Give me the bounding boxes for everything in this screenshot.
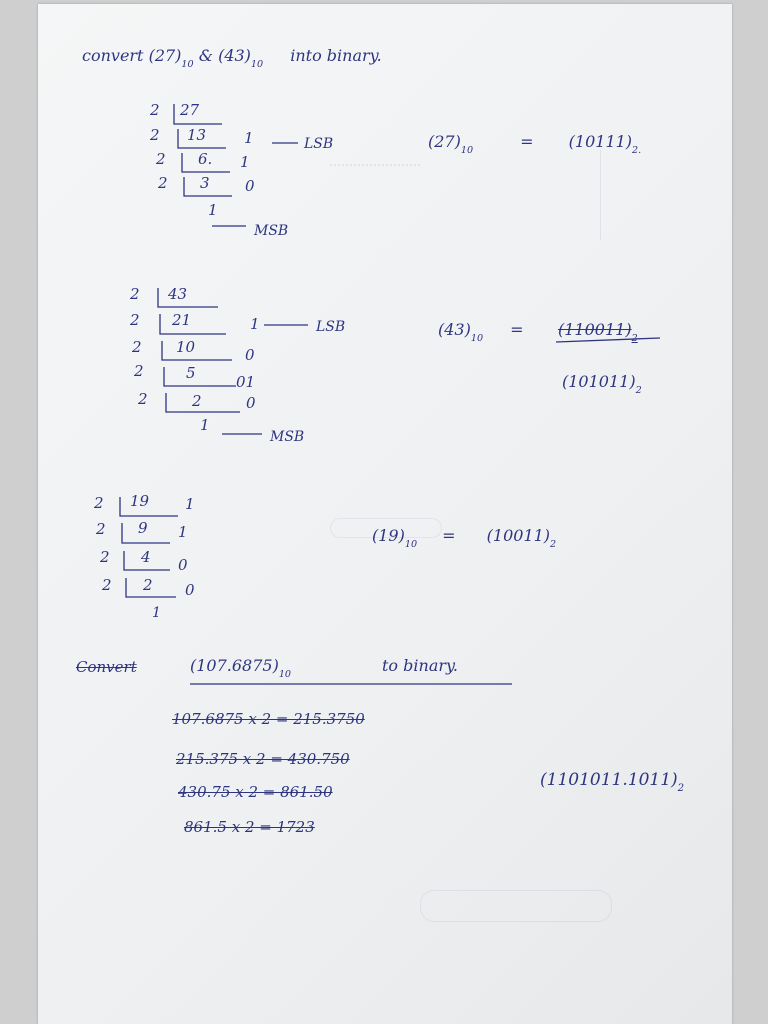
div19-equals: = (442, 526, 456, 545)
div27-result-lhs: (27) (428, 132, 461, 151)
div27-divisor: 2 (158, 174, 168, 192)
div27-final-quotient: 1 (208, 201, 218, 219)
div19-bracket-2 (122, 519, 170, 543)
div19-divisor: 2 (102, 576, 112, 594)
div19-divisor: 2 (94, 494, 104, 512)
div43-dividend: 43 (168, 285, 188, 303)
div27-remainder: 1 (240, 153, 250, 171)
frac-result-base: 2 (677, 783, 685, 794)
div27-divisor: 2 (150, 101, 160, 119)
div19-result-lhs-base: 10 (404, 539, 418, 550)
title-base-2: 10 (250, 59, 264, 70)
frac-heading-lead: Convert (76, 658, 137, 676)
div43-result-value: (101011) (562, 372, 636, 391)
div43-divisor: 2 (138, 390, 148, 408)
div43-result-lhs: (43) (438, 320, 471, 339)
frac-result-value: (1101011.1011) (540, 770, 678, 790)
div43-bracket-5 (166, 393, 240, 412)
div43-remainder: 0 (245, 346, 255, 364)
title-ampersand: & (198, 46, 213, 65)
div43-remainder: 0 (246, 394, 256, 412)
div43-equals: = (510, 320, 524, 339)
div27-bracket-4 (184, 174, 232, 196)
div43-struck-underline (556, 338, 660, 342)
div27-bracket-2 (178, 126, 226, 148)
title-number-1: (27) (148, 46, 182, 65)
div43-msb-label: MSB (270, 429, 305, 445)
div27-divisor: 2 (156, 150, 166, 168)
div43-divisor: 2 (132, 338, 142, 356)
div27-divisor: 2 (150, 126, 160, 144)
div43-bracket-3 (162, 338, 232, 360)
div43-remainder: 01 (236, 373, 256, 391)
div27-result-rhs: (10111) (568, 132, 633, 151)
div43-bracket-4 (164, 364, 236, 386)
frac-heading-tail: to binary. (382, 656, 458, 675)
title-base-1: 10 (181, 59, 194, 70)
div43-result-lhs-base: 10 (470, 333, 484, 344)
div43-quotient: 10 (176, 338, 196, 356)
div27-remainder: 0 (245, 177, 255, 195)
div43-quotient: 2 (192, 392, 202, 410)
div43-bracket-2 (160, 311, 226, 334)
div27-equals: = (520, 132, 534, 151)
div43-divisor: 2 (130, 285, 140, 303)
div27-bracket-1 (174, 101, 222, 124)
div43-divisor: 2 (134, 362, 144, 380)
div19-quotient: 4 (141, 548, 151, 566)
frac-step-1: 107.6875 x 2 = 215.3750 (172, 710, 365, 728)
div27-result-lhs-base: 10 (460, 145, 474, 156)
div43-struck-value: (110011) (558, 320, 632, 339)
div19-quotient: 9 (138, 519, 148, 537)
div19-remainder: 0 (178, 556, 188, 574)
title-lead: convert (82, 46, 144, 65)
div27-msb-label: MSB (254, 223, 289, 239)
div19-result-rhs-base: 2 (550, 539, 557, 550)
div43-final-quotient: 1 (200, 416, 210, 434)
div19-result-lhs: (19) (372, 526, 405, 545)
div19-divisor: 2 (100, 548, 110, 566)
div43-struck-base: 2 (631, 333, 638, 344)
div19-final-quotient: 1 (152, 605, 161, 621)
div43-bracket-1 (158, 285, 218, 307)
div43-result-base: 2 (635, 385, 642, 396)
div19-result-rhs: (10011) (486, 526, 551, 545)
div27-remainder: 1 (244, 129, 254, 147)
frac-step-3: 430.75 x 2 = 861.50 (178, 783, 333, 801)
div19-bracket-3 (124, 548, 170, 570)
div43-quotient: 5 (186, 364, 196, 382)
div27-bracket-3 (182, 150, 230, 172)
div43-divisor: 2 (130, 311, 140, 329)
frac-number: (107.6875) (190, 656, 279, 675)
div19-remainder: 0 (185, 581, 195, 599)
div27-lsb-label: LSB (304, 136, 334, 152)
div27-result-rhs-base: 2. (632, 145, 642, 156)
div19-remainder: 1 (178, 523, 188, 541)
div19-remainder: 1 (185, 495, 195, 513)
title-tail: into binary. (290, 46, 382, 65)
div19-quotient: 2 (143, 576, 153, 594)
div19-bracket-1 (120, 497, 178, 516)
title-number-2: (43) (218, 46, 251, 65)
div19-divisor: 2 (96, 520, 106, 538)
frac-step-4: 861.5 x 2 = 1723 (184, 818, 315, 836)
frac-step-2: 215.375 x 2 = 430.750 (176, 750, 350, 768)
div27-quotient: 13 (187, 126, 207, 144)
div43-remainder: 1 (250, 315, 260, 333)
div19-bracket-4 (126, 578, 176, 597)
div27-quotient: 3 (200, 174, 210, 192)
frac-number-base: 10 (278, 669, 292, 680)
div27-dividend: 27 (180, 101, 200, 119)
div19-dividend: 19 (130, 492, 150, 510)
div43-lsb-label: LSB (316, 319, 346, 335)
div27-quotient: 6. (198, 150, 213, 168)
div43-quotient: 21 (172, 311, 192, 329)
